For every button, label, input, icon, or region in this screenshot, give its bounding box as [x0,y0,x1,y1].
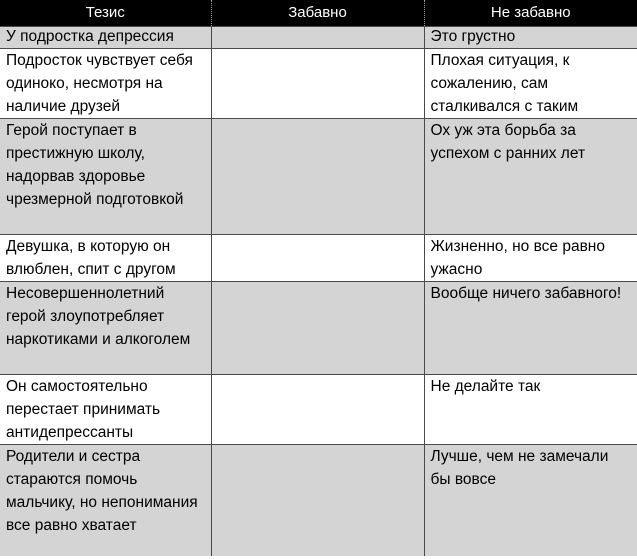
funny-cell [211,49,424,119]
funny-cell [211,27,424,49]
table-row [0,27,637,49]
table-row [0,445,637,556]
thesis-cell: Девушка, в которую он влюблен, спит с другом [0,235,211,282]
funny-cell [211,282,424,375]
thesis-cell: Он самостоятельно перестает принимать антидепрессанты [0,375,211,445]
header-thesis: Тезис [0,0,211,27]
funny-cell [211,235,424,282]
table-row [0,235,637,282]
thesis-cell: Родители и сестра стараются помочь мальчику, но непонимания все равно хватает [0,445,211,556]
not-funny-cell: Это грустно [424,27,637,49]
funny-cell [211,375,424,445]
table-row [0,375,637,445]
not-funny-cell: Не делайте так [424,375,637,445]
thesis-cell: Несовершеннолетний герой злоупотребляет наркотиками и алкоголем [0,282,211,375]
not-funny-cell: Жизненно, но все равно ужасно [424,235,637,282]
table-row [0,119,637,235]
thesis-cell: Герой поступает в престижную школу, надорвав здоровье чрезмерной подготовкой [0,119,211,235]
header-funny: Забавно [211,0,424,27]
header-not-funny: Не забавно [424,0,637,27]
not-funny-cell: Вообще ничего забавного! [424,282,637,375]
header-row [0,0,637,27]
table-row [0,49,637,119]
funny-cell [211,119,424,235]
not-funny-cell: Ох уж эта борьба за успехом с ранних лет [424,119,637,235]
not-funny-cell: Плохая ситуация, к сожалению, сам сталкивался с таким [424,49,637,119]
funny-cell [211,445,424,556]
table-row [0,282,637,375]
thesis-cell: У подростка депрессия [0,27,211,49]
not-funny-cell: Лучше, чем не замечали бы вовсе [424,445,637,556]
thesis-cell: Подросток чувствует себя одиноко, несмотря на наличие друзей [0,49,211,119]
